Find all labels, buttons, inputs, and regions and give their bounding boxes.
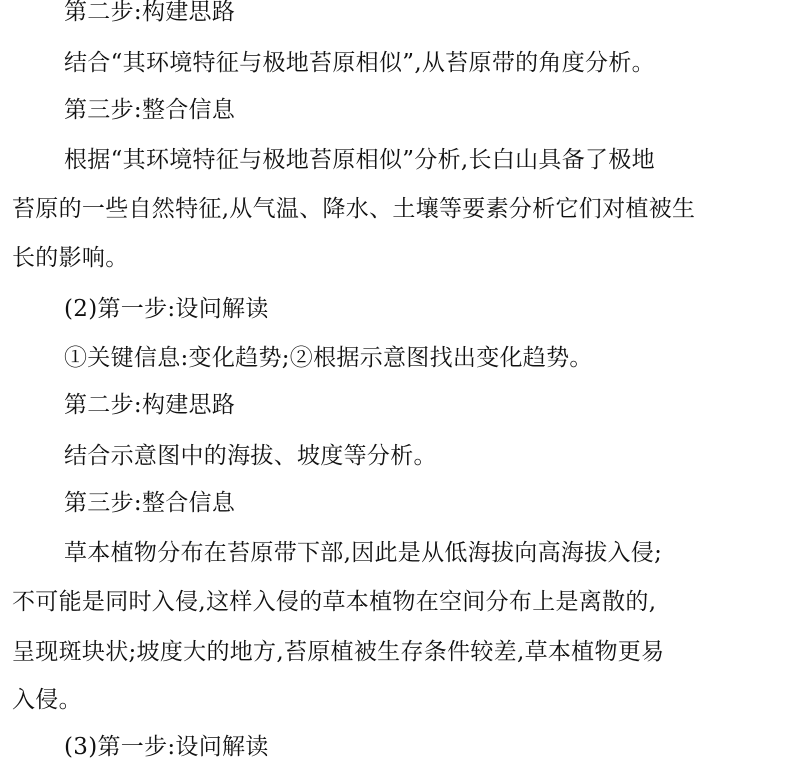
paragraph-line: 根据“其环境特征与极地苔原相似”分析,长白山具备了极地 — [64, 147, 655, 173]
step-2-text: 结合“其环境特征与极地苔原相似”,从苔原带的角度分析。 — [64, 50, 655, 76]
paragraph-line: 入侵。 — [12, 687, 82, 713]
step-3-heading: 第三步:整合信息 — [64, 97, 236, 123]
paragraph-line: 草本植物分布在苔原带下部,因此是从低海拔向高海拔入侵; — [64, 540, 663, 566]
question-2-heading: (2)第一步:设问解读 — [64, 296, 269, 322]
step-3-heading: 第三步:整合信息 — [64, 490, 236, 516]
step-2-text: 结合示意图中的海拔、坡度等分析。 — [64, 443, 437, 469]
paragraph-line: 长的影响。 — [12, 245, 129, 271]
paragraph-line: 苔原的一些自然特征,从气温、降水、土壤等要素分析它们对植被生 — [12, 196, 696, 222]
step-2-heading: 第二步:构建思路 — [64, 392, 236, 418]
paragraph-line: 不可能是同时入侵,这样入侵的草本植物在空间分布上是离散的, — [12, 589, 657, 615]
paragraph-line: 呈现斑块状;坡度大的地方,苔原植被生存条件较差,草本植物更易 — [12, 639, 665, 665]
step-2-heading: 第二步:构建思路 — [64, 0, 236, 25]
question-3-heading: (3)第一步:设问解读 — [64, 734, 269, 760]
key-info-text: ①关键信息:变化趋势;②根据示意图找出变化趋势。 — [64, 345, 593, 371]
